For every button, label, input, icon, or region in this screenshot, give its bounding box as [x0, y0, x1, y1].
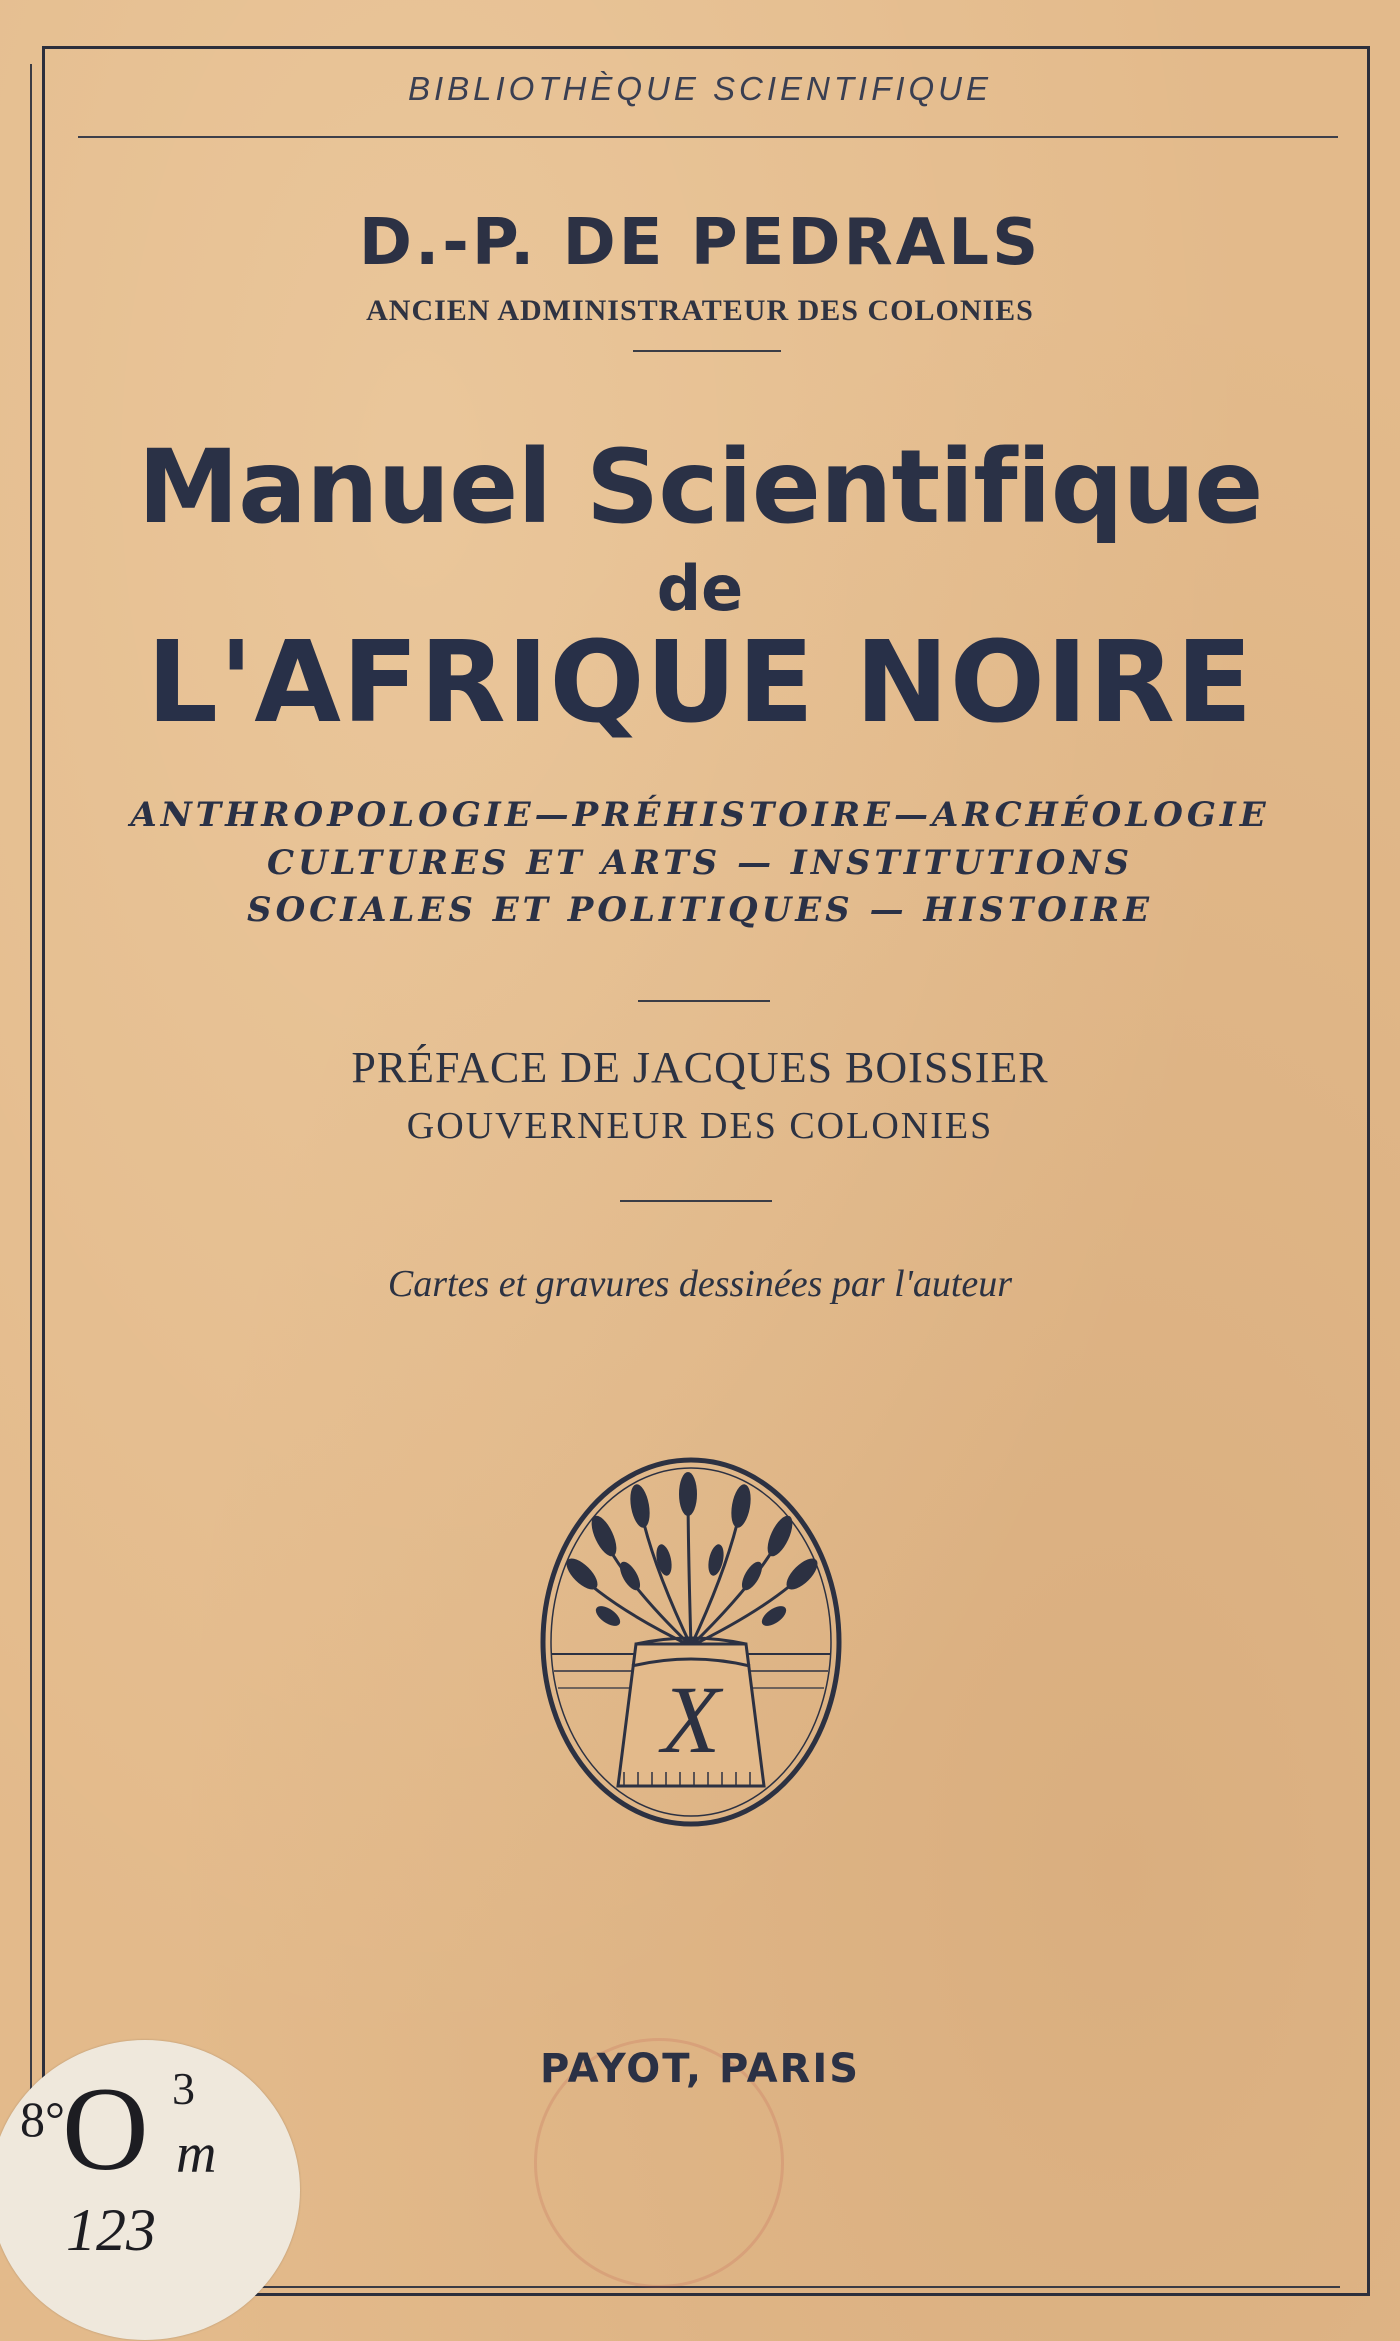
divider-short	[620, 1200, 772, 1202]
label-number: 123	[66, 2197, 156, 2263]
label-letter: O	[62, 2062, 149, 2195]
author-title: ANCIEN ADMINISTRATEUR DES COLONIES	[366, 294, 1034, 327]
subjects-line-3: SOCIALES ET POLITIQUES — HISTOIRE	[247, 890, 1153, 930]
title-connector: de	[656, 552, 744, 625]
subjects-line-2: CULTURES ET ARTS — INSTITUTIONS	[266, 843, 1134, 883]
illustration-credit: Cartes et gravures dessinées par l'auteur	[387, 1263, 1013, 1305]
emblem-monogram: X	[661, 1666, 721, 1773]
subjects-line-1: ANTHROPOLOGIE—PRÉHISTOIRE—ARCHÉOLOGIE	[130, 795, 1270, 835]
wheat-sheaf-emblem-icon	[538, 1456, 844, 1828]
series-name: BIBLIOTHÈQUE SCIENTIFIQUE	[407, 70, 993, 107]
label-suffix: m	[176, 2123, 217, 2185]
publisher-name: PAYOT, PARIS	[539, 2046, 861, 2092]
title-line-1: Manuel Scientifique	[137, 428, 1263, 547]
title-line-2: L'AFRIQUE NOIRE	[146, 618, 1254, 748]
divider-short	[633, 350, 781, 352]
label-prefix: 8°	[20, 2091, 65, 2147]
library-shelf-label	[0, 2040, 300, 2340]
preface-author-title: GOUVERNEUR DES COLONIES	[406, 1105, 994, 1147]
preface-credit: PRÉFACE DE JACQUES BOISSIER	[351, 1043, 1049, 1092]
author-name: D.-P. DE PEDRALS	[358, 206, 1042, 280]
divider-short	[638, 1000, 770, 1002]
inner-frame-line	[30, 64, 1340, 2288]
series-divider	[78, 136, 1338, 138]
label-superscript: 3	[172, 2063, 195, 2114]
